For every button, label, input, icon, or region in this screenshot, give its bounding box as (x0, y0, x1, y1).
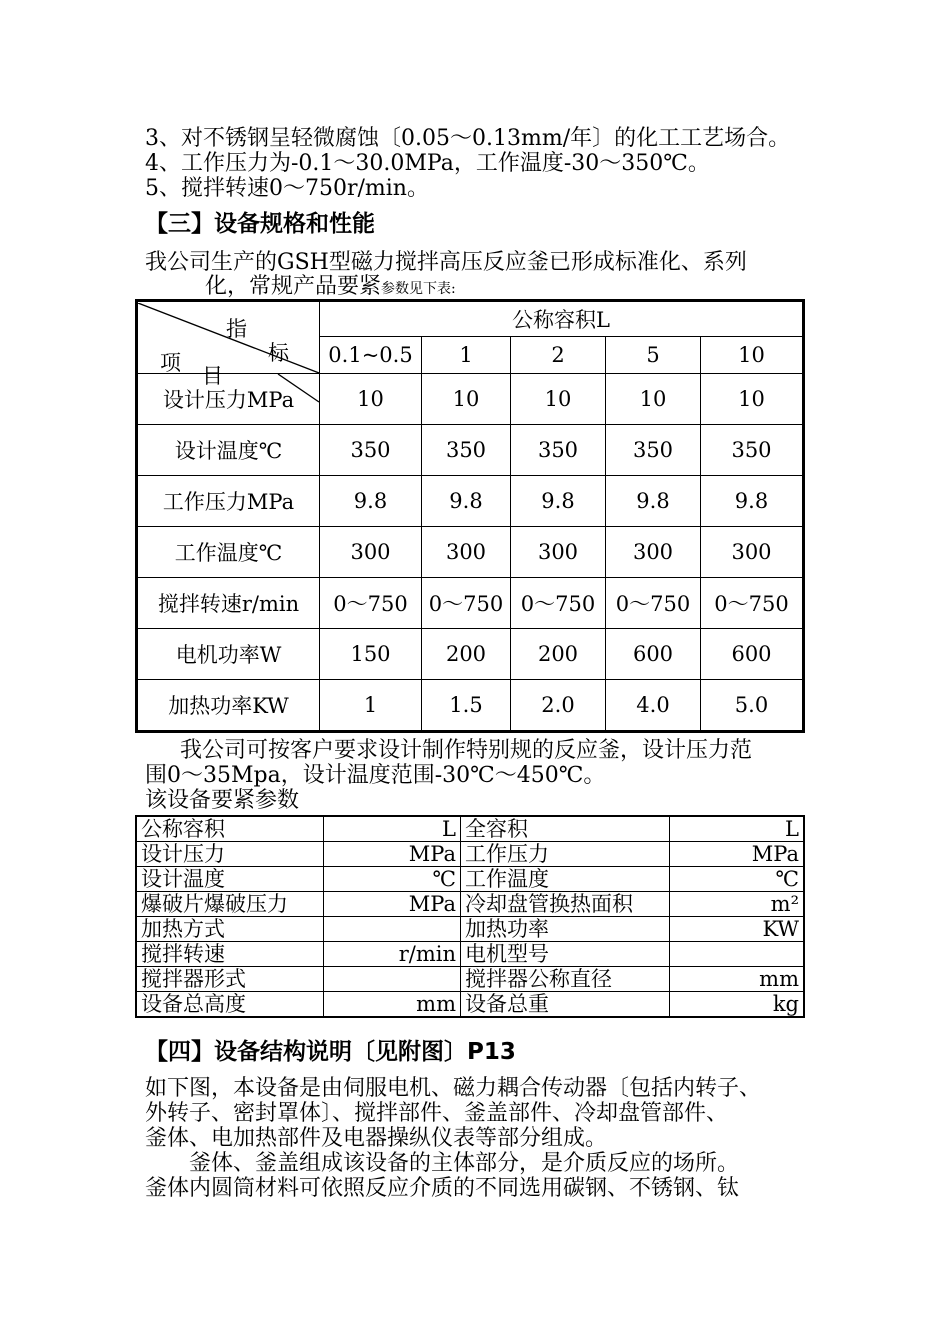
cell: 5.0 (701, 680, 804, 732)
corner-label-mid: 标 (268, 340, 289, 365)
cell: 10 (511, 374, 606, 425)
row-label: 工作压力MPa (137, 476, 320, 527)
cell: 350 (422, 425, 511, 476)
row-label: 搅拌转速r/min (137, 578, 320, 629)
cell: 300 (606, 527, 701, 578)
cell: 4.0 (606, 680, 701, 732)
param-unit: mm (324, 992, 461, 1018)
cell: 0～750 (511, 578, 606, 629)
param-label: 设备总重 (461, 992, 670, 1018)
param-label: 设计温度 (136, 867, 324, 892)
param-label: 搅拌器公称直径 (461, 967, 670, 992)
section-3-desc-line1: 我公司生产的GSH型磁力搅拌高压反应釜已形成标准化、系列 (145, 250, 747, 275)
param-unit: L (670, 816, 805, 842)
param-label: 加热方式 (136, 917, 324, 942)
param-label: 全容积 (461, 816, 670, 842)
param-label: 工作压力 (461, 842, 670, 867)
row-label: 加热功率KW (137, 680, 320, 732)
param-label: 设计压力 (136, 842, 324, 867)
params-row (136, 842, 804, 867)
cell: 350 (701, 425, 804, 476)
cell: 300 (511, 527, 606, 578)
section-3-desc-small: 参数见下表: (381, 281, 456, 297)
cell: 600 (606, 629, 701, 680)
cell: 10 (422, 374, 511, 425)
param-unit: MPa (670, 842, 805, 867)
spec-row (137, 680, 804, 732)
cell: 9.8 (606, 476, 701, 527)
params-table (135, 815, 805, 1018)
cell: 600 (701, 629, 804, 680)
intro-line-2: 4、工作压力为-0.1～30.0MPa，工作温度-30～350℃。 (145, 151, 710, 176)
row-label (137, 364, 320, 425)
param-unit: ℃ (324, 867, 461, 892)
volume-header: 2 (511, 337, 606, 374)
intro-line-1: 3、对不锈钢呈轻微腐蚀〔0.05～0.13mm/年〕的化工工艺场合。 (145, 126, 791, 151)
corner-label-left: 项 (160, 350, 181, 373)
spec-corner-cell (137, 301, 320, 374)
param-label: 冷却盘管换热面积 (461, 892, 670, 917)
cell: 350 (511, 425, 606, 476)
params-row (136, 967, 804, 992)
section-4-line-2: 外转子、密封罩体〕、搅拌部件、釜盖部件、冷却盘管部件、 (145, 1101, 729, 1126)
spec-row (137, 374, 804, 425)
cell: 300 (422, 527, 511, 578)
section-4-title: 【四】设备结构说明〔见附图〕P13 (145, 1039, 516, 1065)
cell: 300 (701, 527, 804, 578)
cell: 0～750 (422, 578, 511, 629)
section-3-desc-main: 化，常规产品要紧 (205, 274, 382, 299)
spec-table (135, 299, 805, 733)
param-unit (324, 917, 461, 942)
cell: 1.5 (422, 680, 511, 732)
volume-header: 10 (701, 337, 804, 374)
params-row (136, 816, 804, 842)
cell: 9.8 (320, 476, 422, 527)
cell: 0～750 (320, 578, 422, 629)
cell: 9.8 (701, 476, 804, 527)
cell: 200 (511, 629, 606, 680)
param-unit: mm (670, 967, 805, 992)
corner-label-top: 指 (226, 316, 247, 341)
section-4-line-4: 釜体、釜盖组成该设备的主体部分，是介质反应的场所。 (145, 1151, 740, 1176)
cell: 0～750 (701, 578, 804, 629)
intro-line-3: 5、搅拌转速0～750r/min。 (145, 176, 429, 201)
param-label: 搅拌器形式 (136, 967, 324, 992)
cell: 10 (606, 374, 701, 425)
custom-note-line1: 我公司可按客户要求设计制作特别规的反应釜，设计压力范 (180, 738, 753, 763)
row-label: 工作温度℃ (137, 527, 320, 578)
cell: 0～750 (606, 578, 701, 629)
param-unit: L (324, 816, 461, 842)
params-row (136, 867, 804, 892)
cell: 1 (320, 680, 422, 732)
params-row (136, 992, 804, 1018)
cell: 350 (320, 425, 422, 476)
volume-header: 0.1~0.5 (320, 337, 422, 374)
param-label: 设备总高度 (136, 992, 324, 1018)
section-3-desc-line2 (205, 274, 456, 302)
spec-row (137, 578, 804, 629)
params-title: 该设备要紧参数 (145, 788, 300, 813)
custom-note-line2: 围0～35Mpa，设计温度范围-30℃～450℃。 (145, 763, 606, 788)
param-label: 搅拌转速 (136, 942, 324, 967)
param-unit (670, 942, 805, 967)
param-unit: r/min (324, 942, 461, 967)
spec-row (137, 629, 804, 680)
spec-row (137, 527, 804, 578)
param-unit (324, 967, 461, 992)
volume-group-header: 公称容积L (320, 301, 804, 337)
row-label: 设计温度℃ (137, 425, 320, 476)
volume-header: 5 (606, 337, 701, 374)
param-unit: m² (670, 892, 805, 917)
row-label-text: 设计压力MPa (162, 388, 295, 412)
param-label: 爆破片爆破压力 (136, 892, 324, 917)
param-unit: kg (670, 992, 805, 1018)
param-unit: MPa (324, 892, 461, 917)
section-4-line-1: 如下图，本设备是由伺服电机、磁力耦合传动器〔包括内转子、 (145, 1076, 762, 1101)
params-row (136, 917, 804, 942)
param-label: 工作温度 (461, 867, 670, 892)
section-4-line-3: 釜体、电加热部件及电器操纵仪表等部分组成。 (145, 1126, 608, 1151)
cell: 9.8 (422, 476, 511, 527)
cell: 2.0 (511, 680, 606, 732)
params-row (136, 892, 804, 917)
spec-row (137, 425, 804, 476)
cell: 10 (320, 374, 422, 425)
cell: 300 (320, 527, 422, 578)
cell: 9.8 (511, 476, 606, 527)
param-unit: KW (670, 917, 805, 942)
volume-header: 1 (422, 337, 511, 374)
section-4-line-5: 釜体内圆筒材料可依照反应介质的不同选用碳钢、不锈钢、钛 (145, 1176, 740, 1201)
corner-label-bottom: 目 (202, 364, 223, 388)
cell: 350 (606, 425, 701, 476)
params-row (136, 942, 804, 967)
param-unit: ℃ (670, 867, 805, 892)
param-unit: MPa (324, 842, 461, 867)
param-label: 加热功率 (461, 917, 670, 942)
row-label: 电机功率W (137, 629, 320, 680)
param-label: 电机型号 (461, 942, 670, 967)
section-3-title: 【三】设备规格和性能 (145, 211, 375, 237)
cell: 10 (701, 374, 804, 425)
spec-row (137, 476, 804, 527)
param-label: 公称容积 (136, 816, 324, 842)
cell: 150 (320, 629, 422, 680)
cell: 200 (422, 629, 511, 680)
